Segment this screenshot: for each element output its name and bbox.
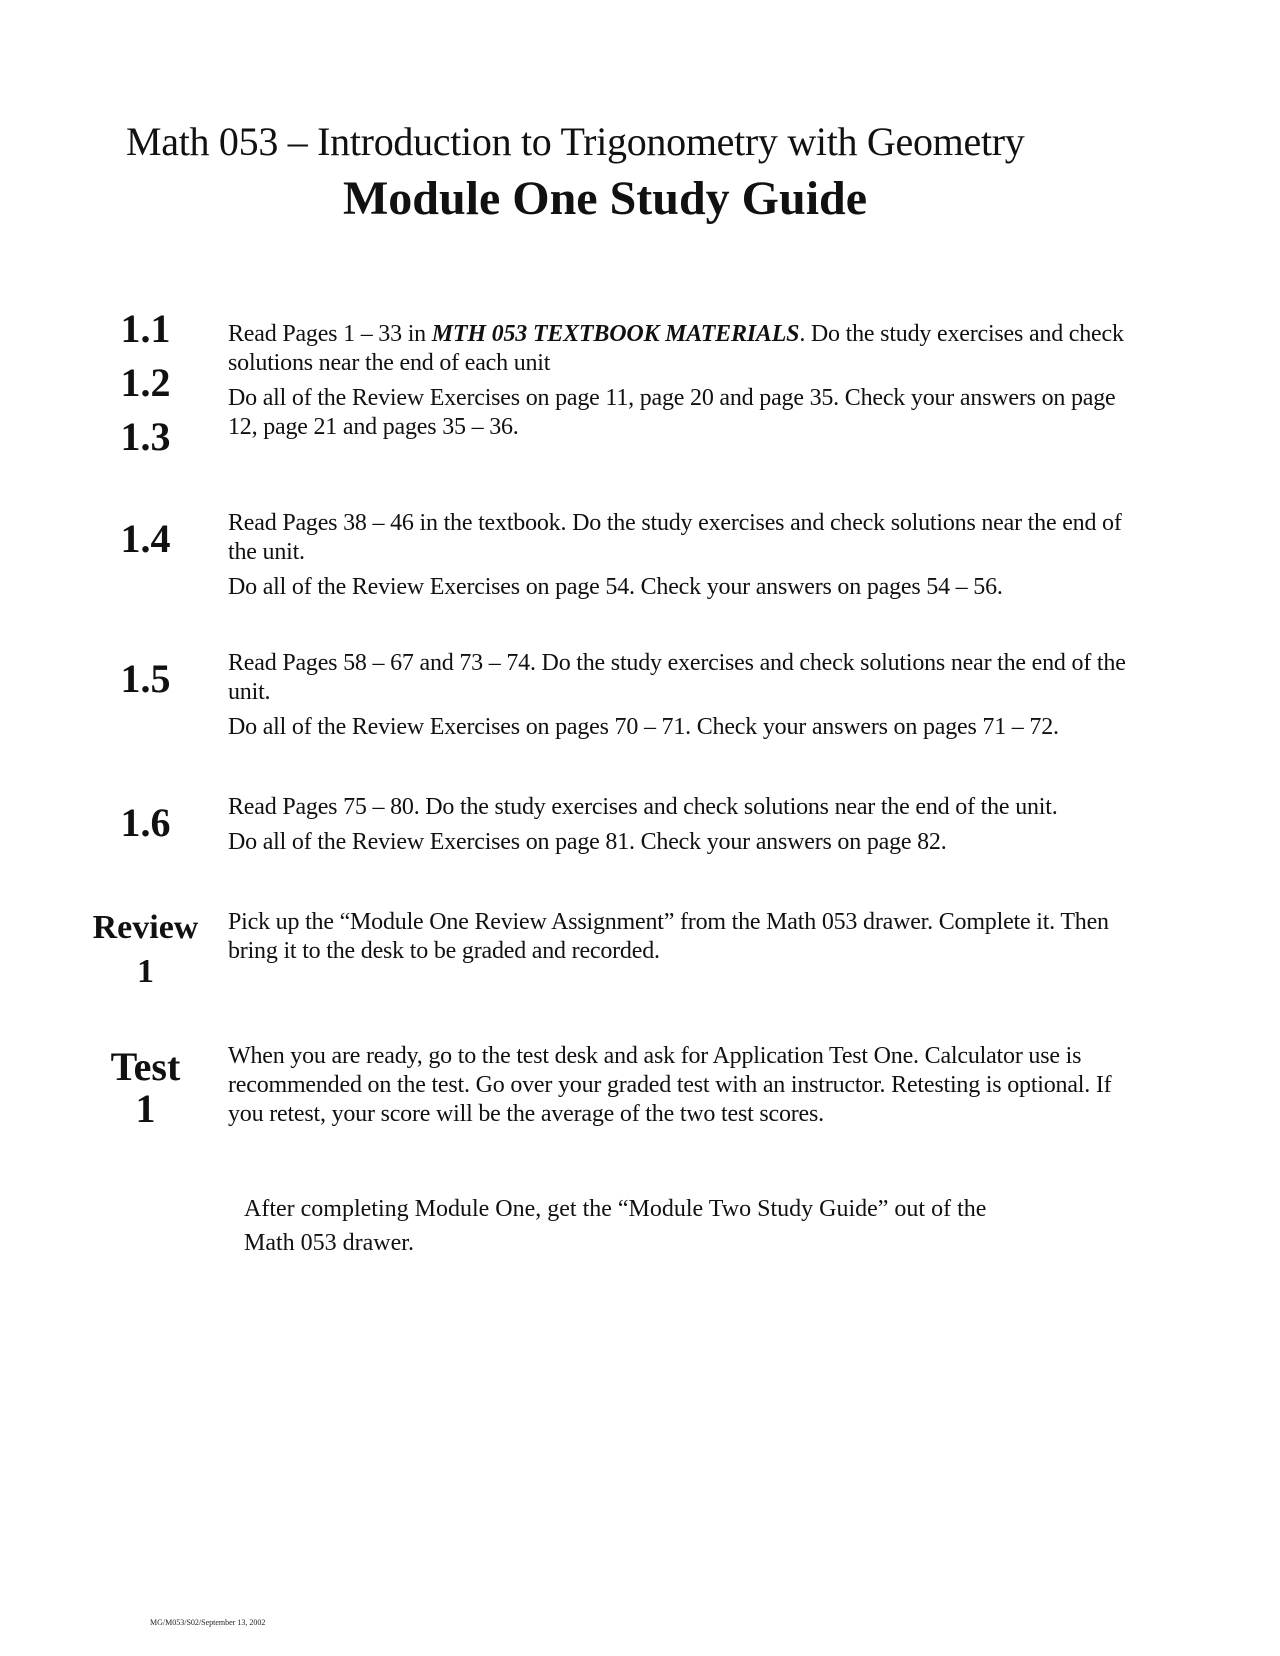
reading-instruction: Read Pages 38 – 46 in the textbook. Do the study exercises and check solutions near the end of the unit. [228,510,1122,565]
section-number-1-2: 1.2 [120,360,171,405]
section-text-1-6 [228,793,1148,857]
reading-instruction: Read Pages 58 – 67 and 73 – 74. Do the study exercises and check solutions near the end of the unit. [228,650,1126,705]
review-instruction: Do all of the Review Exercises on page 54. Check your answers on pages 54 – 56. [228,574,1003,600]
test-number: 1 [135,1086,156,1131]
closing-note [244,1192,1064,1260]
section-text-1-5 [228,649,1148,742]
section-label-test-1 [88,1046,203,1130]
review-instruction: Do all of the Review Exercises on pages 70 – 71. Check your answers on pages 71 – 72. [228,714,1059,740]
test-label: Test [110,1044,181,1089]
section-number-1-6: 1.6 [120,800,171,845]
section-number-1-3: 1.3 [120,414,171,459]
section-number-1-1: 1.1 [120,306,171,351]
closing-line-2: Math 053 drawer. [244,1230,414,1256]
section-text-test-1 [228,1042,1148,1129]
test-instruction: When you are ready, go to the test desk and ask for Application Test One. Calculator use is recommended on the test. Go over your graded test with an instructor. Retesting is optional. If you retest, your score will be the average of the two test scores. [228,1043,1112,1127]
section-number-1-5: 1.5 [120,656,171,701]
reading-instruction: Read Pages 75 – 80. Do the study exercises and check solutions near the end of the unit. [228,794,1058,820]
page-subtitle: Module One Study Guide [342,172,868,225]
review-instruction: Do all of the Review Exercises on page 81. Check your answers on page 82. [228,829,947,855]
review-assignment-instruction: Pick up the “Module One Review Assignment” from the Math 053 drawer. Complete it. Then bring it to the desk to be graded and recorded. [228,909,1109,964]
section-text-review-1 [228,908,1148,966]
section-label-review-1 [88,906,203,994]
review-number: 1 [137,953,154,990]
reading-instruction: Read Pages 1 – 33 in MTH 053 TEXTBOOK MATERIALS. Do the study exercises and check solutions near the end of each unit [228,321,1124,376]
review-instruction: Do all of the Review Exercises on page 11, page 20 and page 35. Check your answers on page 12, page 21 and pages 35 – 36. [228,385,1116,440]
footer-stamp: MG/M053/S02/September 13, 2002 [150,1618,266,1627]
page-title: Math 053 – Introduction to Trigonometry with Geometry [126,119,1025,164]
review-label: Review [92,909,199,946]
section-number-1-4: 1.4 [120,516,171,561]
textbook-title: MTH 053 TEXTBOOK MATERIALS [431,321,800,347]
section-text-1-4 [228,509,1148,602]
closing-line-1: After completing Module One, get the “Module Two Study Guide” out of the [244,1196,987,1222]
section-text-1-1-to-1-3 [228,320,1148,442]
